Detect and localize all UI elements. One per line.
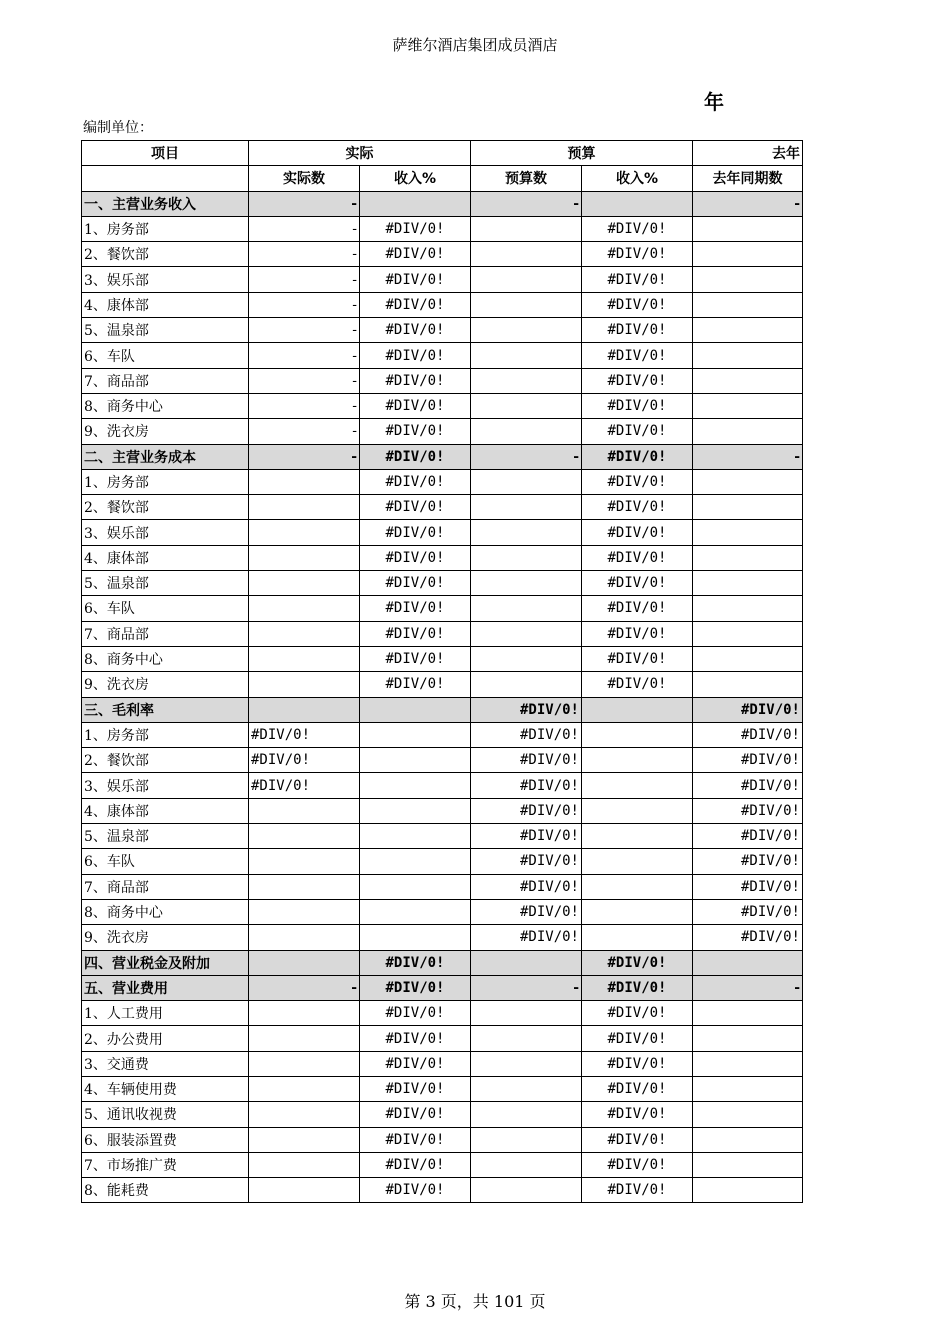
section-label: 三、毛利率 — [82, 697, 249, 722]
table-row — [82, 419, 803, 444]
table-cell — [693, 1127, 803, 1152]
section-cell: - — [471, 444, 582, 469]
table-cell: #DIV/0! — [360, 596, 471, 621]
table-cell: #DIV/0! — [360, 216, 471, 241]
table-cell: #DIV/0! — [360, 343, 471, 368]
section-cell: #DIV/0! — [582, 950, 693, 975]
table-cell — [360, 925, 471, 950]
table-row — [82, 1001, 803, 1026]
table-cell — [471, 216, 582, 241]
table-row — [82, 267, 803, 292]
section-cell: #DIV/0! — [360, 975, 471, 1000]
table-row — [82, 722, 803, 747]
table-cell: #DIV/0! — [360, 242, 471, 267]
table-cell: #DIV/0! — [582, 495, 693, 520]
table-row — [82, 798, 803, 823]
table-cell — [582, 824, 693, 849]
group-header-row — [82, 141, 803, 166]
table-cell: #DIV/0! — [693, 899, 803, 924]
table-cell — [693, 1026, 803, 1051]
row-label: 8、商务中心 — [82, 899, 249, 924]
table-cell — [693, 242, 803, 267]
table-row — [82, 596, 803, 621]
table-cell: #DIV/0! — [582, 368, 693, 393]
row-label: 5、温泉部 — [82, 824, 249, 849]
row-label: 3、娱乐部 — [82, 267, 249, 292]
table-cell: #DIV/0! — [582, 520, 693, 545]
table-cell — [693, 318, 803, 343]
section-label: 四、营业税金及附加 — [82, 950, 249, 975]
table-row — [82, 672, 803, 697]
table-cell: #DIV/0! — [582, 1152, 693, 1177]
table-cell: #DIV/0! — [582, 318, 693, 343]
table-cell — [249, 646, 360, 671]
table-row — [82, 469, 803, 494]
table-cell: #DIV/0! — [471, 722, 582, 747]
table-cell: #DIV/0! — [582, 242, 693, 267]
table-cell — [471, 343, 582, 368]
section-cell: - — [693, 444, 803, 469]
sub-header-budget-pct: 收入% — [582, 166, 693, 191]
table-row — [82, 520, 803, 545]
table-cell: #DIV/0! — [360, 469, 471, 494]
table-cell: - — [249, 368, 360, 393]
table-cell — [249, 899, 360, 924]
year-label: 年 — [704, 90, 724, 114]
table-cell — [471, 1152, 582, 1177]
table-cell: #DIV/0! — [360, 520, 471, 545]
table-cell — [249, 672, 360, 697]
table-cell — [249, 1051, 360, 1076]
table-cell: #DIV/0! — [582, 267, 693, 292]
table-cell: #DIV/0! — [693, 824, 803, 849]
table-cell: #DIV/0! — [360, 1178, 471, 1203]
table-cell — [471, 1178, 582, 1203]
table-cell — [249, 925, 360, 950]
table-cell: #DIV/0! — [582, 596, 693, 621]
section-cell: #DIV/0! — [471, 697, 582, 722]
table-cell: #DIV/0! — [471, 748, 582, 773]
table-row — [82, 899, 803, 924]
table-cell — [582, 899, 693, 924]
header-last-year: 去年 — [693, 141, 803, 166]
section-cell — [582, 191, 693, 216]
table-cell: #DIV/0! — [249, 722, 360, 747]
table-cell — [471, 267, 582, 292]
table-cell — [471, 419, 582, 444]
section-cell — [693, 950, 803, 975]
table-cell — [360, 798, 471, 823]
row-label: 4、车辆使用费 — [82, 1076, 249, 1101]
row-label: 4、康体部 — [82, 292, 249, 317]
table-row — [82, 1076, 803, 1101]
table-cell: #DIV/0! — [360, 1152, 471, 1177]
row-label: 7、商品部 — [82, 621, 249, 646]
table-cell — [471, 1026, 582, 1051]
table-cell: #DIV/0! — [249, 773, 360, 798]
section-row — [82, 950, 803, 975]
section-cell: #DIV/0! — [693, 697, 803, 722]
table-cell — [249, 1152, 360, 1177]
row-label: 9、洗衣房 — [82, 672, 249, 697]
row-label: 1、房务部 — [82, 469, 249, 494]
unit-label: 编制单位： — [83, 120, 153, 136]
table-cell — [249, 495, 360, 520]
row-label: 9、洗衣房 — [82, 419, 249, 444]
row-label: 8、能耗费 — [82, 1178, 249, 1203]
section-cell: #DIV/0! — [582, 444, 693, 469]
table-cell — [249, 1001, 360, 1026]
table-cell — [582, 722, 693, 747]
table-cell — [693, 545, 803, 570]
sub-header-actual-value: 实际数 — [249, 166, 360, 191]
sub-header-row — [82, 166, 803, 191]
table-cell — [360, 773, 471, 798]
report-table — [81, 140, 803, 1203]
table-cell: - — [249, 343, 360, 368]
table-cell: #DIV/0! — [582, 1102, 693, 1127]
table-cell — [471, 1001, 582, 1026]
table-cell — [582, 748, 693, 773]
table-row — [82, 773, 803, 798]
row-label: 7、商品部 — [82, 368, 249, 393]
table-row — [82, 646, 803, 671]
row-label: 2、办公费用 — [82, 1026, 249, 1051]
table-cell — [249, 1127, 360, 1152]
table-cell: #DIV/0! — [693, 798, 803, 823]
row-label: 1、房务部 — [82, 216, 249, 241]
table-row — [82, 368, 803, 393]
table-cell — [249, 1076, 360, 1101]
table-row — [82, 495, 803, 520]
sub-header-actual-pct: 收入% — [360, 166, 471, 191]
table-cell: - — [249, 393, 360, 418]
table-cell: #DIV/0! — [582, 1026, 693, 1051]
table-cell — [693, 672, 803, 697]
table-cell — [471, 1102, 582, 1127]
section-cell: - — [471, 975, 582, 1000]
table-cell — [471, 520, 582, 545]
table-row — [82, 824, 803, 849]
table-cell: #DIV/0! — [360, 292, 471, 317]
table-cell: #DIV/0! — [360, 419, 471, 444]
table-cell — [249, 849, 360, 874]
table-cell: #DIV/0! — [693, 748, 803, 773]
table-cell — [582, 925, 693, 950]
row-label: 5、通讯收视费 — [82, 1102, 249, 1127]
table-row — [82, 925, 803, 950]
table-cell — [471, 672, 582, 697]
table-cell: #DIV/0! — [582, 545, 693, 570]
table-cell: #DIV/0! — [471, 798, 582, 823]
table-cell: #DIV/0! — [360, 318, 471, 343]
table-cell — [693, 1178, 803, 1203]
header-actual: 实际 — [249, 141, 471, 166]
table-cell: #DIV/0! — [582, 672, 693, 697]
table-cell — [471, 646, 582, 671]
table-row — [82, 571, 803, 596]
row-label: 8、商务中心 — [82, 646, 249, 671]
table-cell — [249, 545, 360, 570]
table-cell: #DIV/0! — [582, 1051, 693, 1076]
table-cell — [471, 596, 582, 621]
table-row — [82, 292, 803, 317]
table-cell: #DIV/0! — [693, 773, 803, 798]
row-label: 5、温泉部 — [82, 571, 249, 596]
table-cell — [249, 1178, 360, 1203]
sub-header-budget-value: 预算数 — [471, 166, 582, 191]
section-cell: - — [249, 975, 360, 1000]
row-label: 3、交通费 — [82, 1051, 249, 1076]
table-cell — [693, 1102, 803, 1127]
section-cell: #DIV/0! — [360, 950, 471, 975]
table-cell — [471, 1127, 582, 1152]
table-cell: #DIV/0! — [360, 1102, 471, 1127]
section-cell — [360, 697, 471, 722]
table-row — [82, 748, 803, 773]
table-cell — [582, 773, 693, 798]
table-cell: #DIV/0! — [693, 722, 803, 747]
table-cell: #DIV/0! — [360, 1001, 471, 1026]
table-cell: #DIV/0! — [360, 368, 471, 393]
section-cell — [249, 950, 360, 975]
row-label: 5、温泉部 — [82, 318, 249, 343]
table-cell — [471, 292, 582, 317]
section-cell: #DIV/0! — [582, 975, 693, 1000]
table-cell — [471, 393, 582, 418]
table-cell — [693, 368, 803, 393]
section-cell — [249, 697, 360, 722]
row-label: 3、娱乐部 — [82, 520, 249, 545]
table-cell — [360, 849, 471, 874]
table-cell: #DIV/0! — [471, 773, 582, 798]
row-label: 7、商品部 — [82, 874, 249, 899]
table-cell: #DIV/0! — [582, 646, 693, 671]
section-cell: - — [471, 191, 582, 216]
table-cell: #DIV/0! — [582, 343, 693, 368]
section-row — [82, 444, 803, 469]
table-cell — [471, 318, 582, 343]
table-cell: #DIV/0! — [360, 1051, 471, 1076]
row-label: 2、餐饮部 — [82, 242, 249, 267]
table-cell — [471, 242, 582, 267]
table-cell: #DIV/0! — [360, 1026, 471, 1051]
table-cell — [360, 722, 471, 747]
table-row — [82, 545, 803, 570]
table-cell: #DIV/0! — [360, 1127, 471, 1152]
table-cell — [582, 849, 693, 874]
table-cell: - — [249, 292, 360, 317]
table-cell — [693, 1076, 803, 1101]
table-cell — [693, 419, 803, 444]
table-cell: #DIV/0! — [693, 849, 803, 874]
table-cell — [360, 824, 471, 849]
table-cell — [249, 824, 360, 849]
table-cell: #DIV/0! — [582, 1001, 693, 1026]
page-footer: 第 3 页，共 101 页 — [404, 1292, 546, 1311]
section-row — [82, 975, 803, 1000]
table-cell — [249, 798, 360, 823]
table-cell: #DIV/0! — [360, 267, 471, 292]
table-cell — [693, 1001, 803, 1026]
section-cell: - — [249, 191, 360, 216]
table-cell — [249, 571, 360, 596]
table-cell: #DIV/0! — [693, 925, 803, 950]
table-cell — [693, 596, 803, 621]
table-cell — [360, 899, 471, 924]
sub-header-ly-value: 去年同期数 — [693, 166, 803, 191]
table-cell — [693, 267, 803, 292]
table-cell: #DIV/0! — [693, 874, 803, 899]
table-cell — [693, 495, 803, 520]
header-item: 项目 — [82, 141, 249, 166]
table-cell: #DIV/0! — [582, 1076, 693, 1101]
table-cell: #DIV/0! — [582, 1178, 693, 1203]
report-body — [82, 191, 803, 1203]
table-cell — [471, 621, 582, 646]
table-cell: #DIV/0! — [582, 571, 693, 596]
table-cell — [249, 520, 360, 545]
row-label: 7、市场推广费 — [82, 1152, 249, 1177]
table-cell — [693, 520, 803, 545]
table-cell — [471, 545, 582, 570]
table-cell: #DIV/0! — [360, 1076, 471, 1101]
table-cell — [693, 646, 803, 671]
table-cell: - — [249, 216, 360, 241]
table-row — [82, 1026, 803, 1051]
table-cell — [249, 1026, 360, 1051]
table-cell — [693, 393, 803, 418]
sub-header-empty — [82, 166, 249, 191]
table-cell: #DIV/0! — [360, 571, 471, 596]
table-cell: #DIV/0! — [360, 672, 471, 697]
table-row — [82, 1178, 803, 1203]
table-cell: - — [249, 267, 360, 292]
table-cell — [249, 621, 360, 646]
row-label: 8、商务中心 — [82, 393, 249, 418]
table-cell — [471, 1076, 582, 1101]
table-row — [82, 393, 803, 418]
table-row — [82, 318, 803, 343]
table-cell — [693, 621, 803, 646]
table-row — [82, 343, 803, 368]
table-cell: #DIV/0! — [582, 393, 693, 418]
table-cell — [471, 469, 582, 494]
table-cell — [582, 798, 693, 823]
section-cell — [360, 191, 471, 216]
row-label: 9、洗衣房 — [82, 925, 249, 950]
table-cell — [471, 368, 582, 393]
row-label: 1、房务部 — [82, 722, 249, 747]
section-row — [82, 191, 803, 216]
section-label: 一、主营业务收入 — [82, 191, 249, 216]
section-row — [82, 697, 803, 722]
table-cell — [693, 292, 803, 317]
table-cell: #DIV/0! — [471, 849, 582, 874]
table-cell — [249, 1102, 360, 1127]
table-cell — [249, 596, 360, 621]
table-cell: #DIV/0! — [360, 495, 471, 520]
table-row — [82, 1102, 803, 1127]
table-cell: - — [249, 318, 360, 343]
table-row — [82, 216, 803, 241]
table-cell: - — [249, 242, 360, 267]
table-cell: #DIV/0! — [471, 874, 582, 899]
table-row — [82, 849, 803, 874]
table-row — [82, 1152, 803, 1177]
table-cell: #DIV/0! — [471, 899, 582, 924]
section-cell: - — [693, 975, 803, 1000]
row-label: 4、康体部 — [82, 798, 249, 823]
section-cell — [582, 697, 693, 722]
table-cell — [249, 874, 360, 899]
table-cell — [693, 1051, 803, 1076]
table-row — [82, 621, 803, 646]
table-row — [82, 874, 803, 899]
table-cell: #DIV/0! — [471, 925, 582, 950]
table-cell — [471, 1051, 582, 1076]
table-cell — [360, 874, 471, 899]
table-cell: #DIV/0! — [360, 545, 471, 570]
row-label: 6、车队 — [82, 849, 249, 874]
table-cell — [582, 874, 693, 899]
table-cell: - — [249, 419, 360, 444]
table-cell: #DIV/0! — [582, 1127, 693, 1152]
report-title: 萨维尔酒店集团成员酒店 — [392, 36, 558, 54]
section-cell: - — [693, 191, 803, 216]
table-cell: #DIV/0! — [582, 292, 693, 317]
header-budget: 预算 — [471, 141, 693, 166]
table-cell — [360, 748, 471, 773]
table-cell — [693, 469, 803, 494]
row-label: 1、人工费用 — [82, 1001, 249, 1026]
table-cell — [693, 343, 803, 368]
row-label: 6、车队 — [82, 596, 249, 621]
table-cell — [693, 1152, 803, 1177]
section-label: 五、营业费用 — [82, 975, 249, 1000]
row-label: 3、娱乐部 — [82, 773, 249, 798]
table-row — [82, 242, 803, 267]
table-cell: #DIV/0! — [360, 621, 471, 646]
section-cell: #DIV/0! — [360, 444, 471, 469]
table-cell: #DIV/0! — [249, 748, 360, 773]
table-row — [82, 1127, 803, 1152]
table-cell: #DIV/0! — [360, 646, 471, 671]
table-row — [82, 1051, 803, 1076]
table-cell — [693, 571, 803, 596]
row-label: 2、餐饮部 — [82, 748, 249, 773]
table-cell — [693, 216, 803, 241]
row-label: 6、车队 — [82, 343, 249, 368]
table-cell: #DIV/0! — [582, 469, 693, 494]
table-cell — [471, 495, 582, 520]
table-cell: #DIV/0! — [582, 621, 693, 646]
table-cell: #DIV/0! — [471, 824, 582, 849]
table-cell: #DIV/0! — [360, 393, 471, 418]
row-label: 6、服装添置费 — [82, 1127, 249, 1152]
table-cell: #DIV/0! — [582, 216, 693, 241]
section-label: 二、主营业务成本 — [82, 444, 249, 469]
table-cell — [249, 469, 360, 494]
row-label: 2、餐饮部 — [82, 495, 249, 520]
section-cell: - — [249, 444, 360, 469]
table-cell: #DIV/0! — [582, 419, 693, 444]
section-cell — [471, 950, 582, 975]
table-cell — [471, 571, 582, 596]
row-label: 4、康体部 — [82, 545, 249, 570]
